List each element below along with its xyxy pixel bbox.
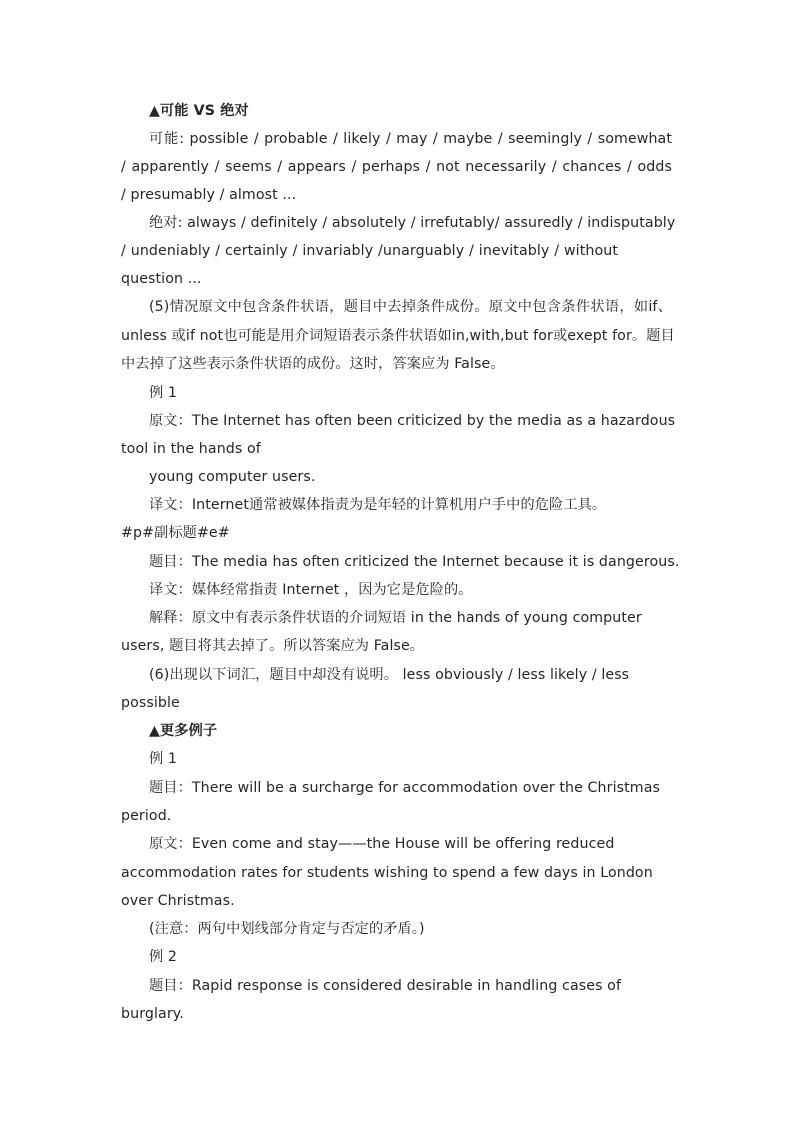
rule-5-line-1: (5)情况原文中包含条件状语，题目中去掉条件成份。原文中包含条件状语，如if、 — [149, 299, 672, 315]
possible-words-line-1: 可能: possible / probable / likely / may / maybe / seemingly / somewhat — [149, 131, 672, 147]
explanation-line-1: 解释：原文中有表示条件状语的介词短语 in the hands of young computer — [149, 610, 642, 626]
more-original-1-line-3: over Christmas. — [121, 893, 235, 909]
original-text-line-1: 原文：The Internet has often been criticized by the media as a hazardous — [149, 413, 676, 429]
absolute-words-line-1: 绝对: always / definitely / absolutely / irrefutably/ assuredly / indisputably — [149, 215, 676, 231]
subtitle-marker: #p#副标题#e# — [121, 525, 230, 541]
absolute-words-line-3: question ... — [121, 271, 202, 287]
section-heading-more-examples: ▲更多例子 — [149, 723, 218, 739]
example-1-label: 例 1 — [149, 385, 178, 401]
rule-6-line-2: possible — [121, 695, 180, 711]
possible-words-line-3: / presumably / almost ... — [121, 187, 297, 203]
absolute-words-line-2: / undeniably / certainly / invariably /unarguably / inevitably / without — [121, 243, 618, 259]
original-text-line-2: tool in the hands of — [121, 441, 261, 457]
more-question-2-line-2: burglary. — [121, 1006, 184, 1022]
question-1: 题目：The media has often criticized the Internet because it is dangerous. — [149, 554, 680, 570]
section-heading-possible-vs-absolute: ▲可能 VS 绝对 — [149, 103, 249, 119]
more-example-2-label: 例 2 — [149, 949, 178, 965]
more-original-1-line-2: accommodation rates for students wishing to spend a few days in London — [121, 865, 653, 881]
more-question-1-line-2: period. — [121, 808, 172, 824]
translation-1: 译文：Internet通常被媒体指责为是年轻的计算机用户手中的危险工具。 — [149, 497, 607, 513]
rule-5-line-3: 中去掉了这些表示条件状语的成份。这时，答案应为 False。 — [121, 356, 505, 372]
original-text-line-3: young computer users. — [149, 469, 316, 485]
more-example-1-label: 例 1 — [149, 751, 178, 767]
more-question-2-line-1: 题目：Rapid response is considered desirable in handling cases of — [149, 978, 622, 994]
more-original-1-line-1: 原文：Even come and stay——the House will be offering reduced — [149, 836, 615, 852]
rule-5-line-2: unless 或if not也可能是用介词短语表示条件状语如in,with,but for或exept for。题目 — [121, 328, 675, 344]
rule-6-line-1: (6)出现以下词汇，题目中却没有说明。 less obviously / less likely / less — [149, 667, 630, 683]
translation-2: 译文：媒体经常指责 Internet ，因为它是危险的。 — [149, 582, 473, 598]
note-line: (注意：两句中划线部分肯定与否定的矛盾。) — [149, 921, 425, 937]
explanation-line-2: users, 题目将其去掉了。所以答案应为 False。 — [121, 638, 425, 654]
possible-words-line-2: / apparently / seems / appears / perhaps / not necessarily / chances / odds — [121, 159, 672, 175]
more-question-1-line-1: 题目：There will be a surcharge for accommodation over the Christmas — [149, 780, 660, 796]
